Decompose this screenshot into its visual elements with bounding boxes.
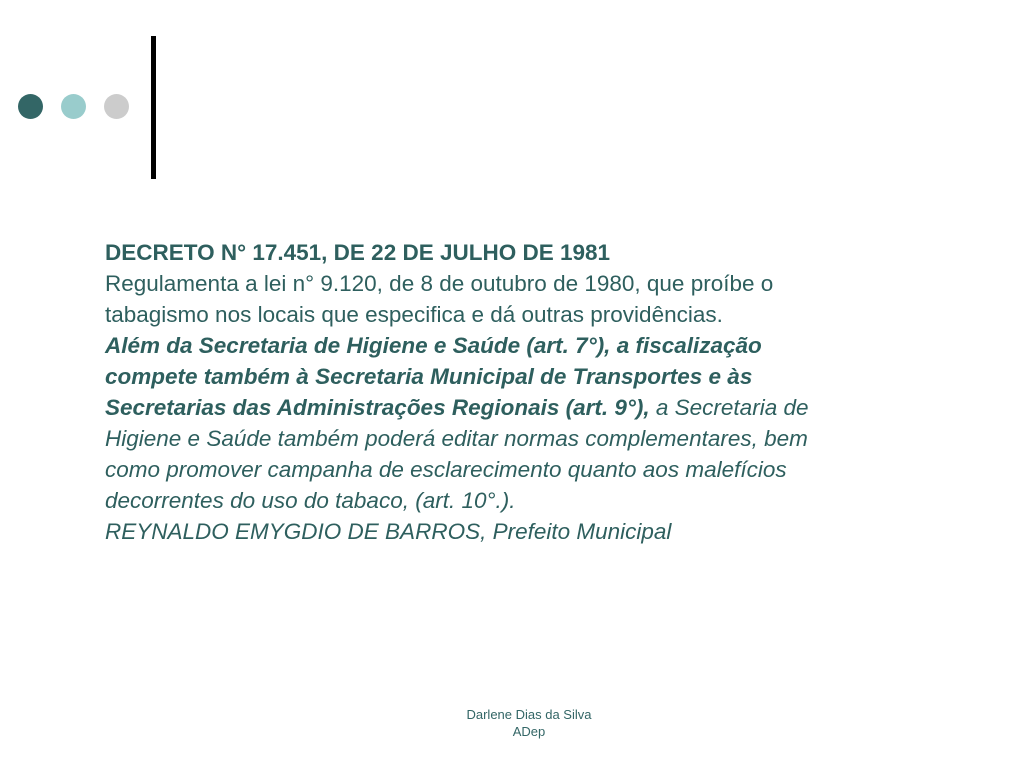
decorative-dot-dark [18,94,43,119]
decree-summary-line: tabagismo nos locais que especifica e dá outras providências. [105,302,723,327]
italic-text: a Secretaria de [649,395,809,420]
emphasis-line: compete também à Secretaria Municipal de Transportes e às [105,364,753,389]
vertical-divider [151,36,156,179]
decorative-dot-light [61,94,86,119]
italic-line: como promover campanha de esclarecimento quanto aos malefícios [105,457,787,482]
signature-line: REYNALDO EMYGDIO DE BARROS, Prefeito Municipal [105,519,672,544]
italic-line: Higiene e Saúde também poderá editar normas complementares, bem [105,426,808,451]
decree-title: DECRETO N° 17.451, DE 22 DE JULHO DE 1981 [105,240,611,265]
decree-summary-line: Regulamenta a lei n° 9.120, de 8 de outubro de 1980, que proíbe o [105,271,774,296]
footer-author: Darlene Dias da Silva [466,707,592,722]
mixed-line [105,392,925,423]
emphasis-line: Além da Secretaria de Higiene e Saúde (art. 7°), a fiscalização [105,333,762,358]
footer [429,706,629,740]
emphasis-text: Secretarias das Administrações Regionais (art. 9°), [105,395,650,420]
decorative-dot-gray [104,94,129,119]
italic-line: decorrentes do uso do tabaco, (art. 10°.). [105,488,516,513]
footer-org: ADep [512,724,546,739]
slide-body [105,237,925,547]
